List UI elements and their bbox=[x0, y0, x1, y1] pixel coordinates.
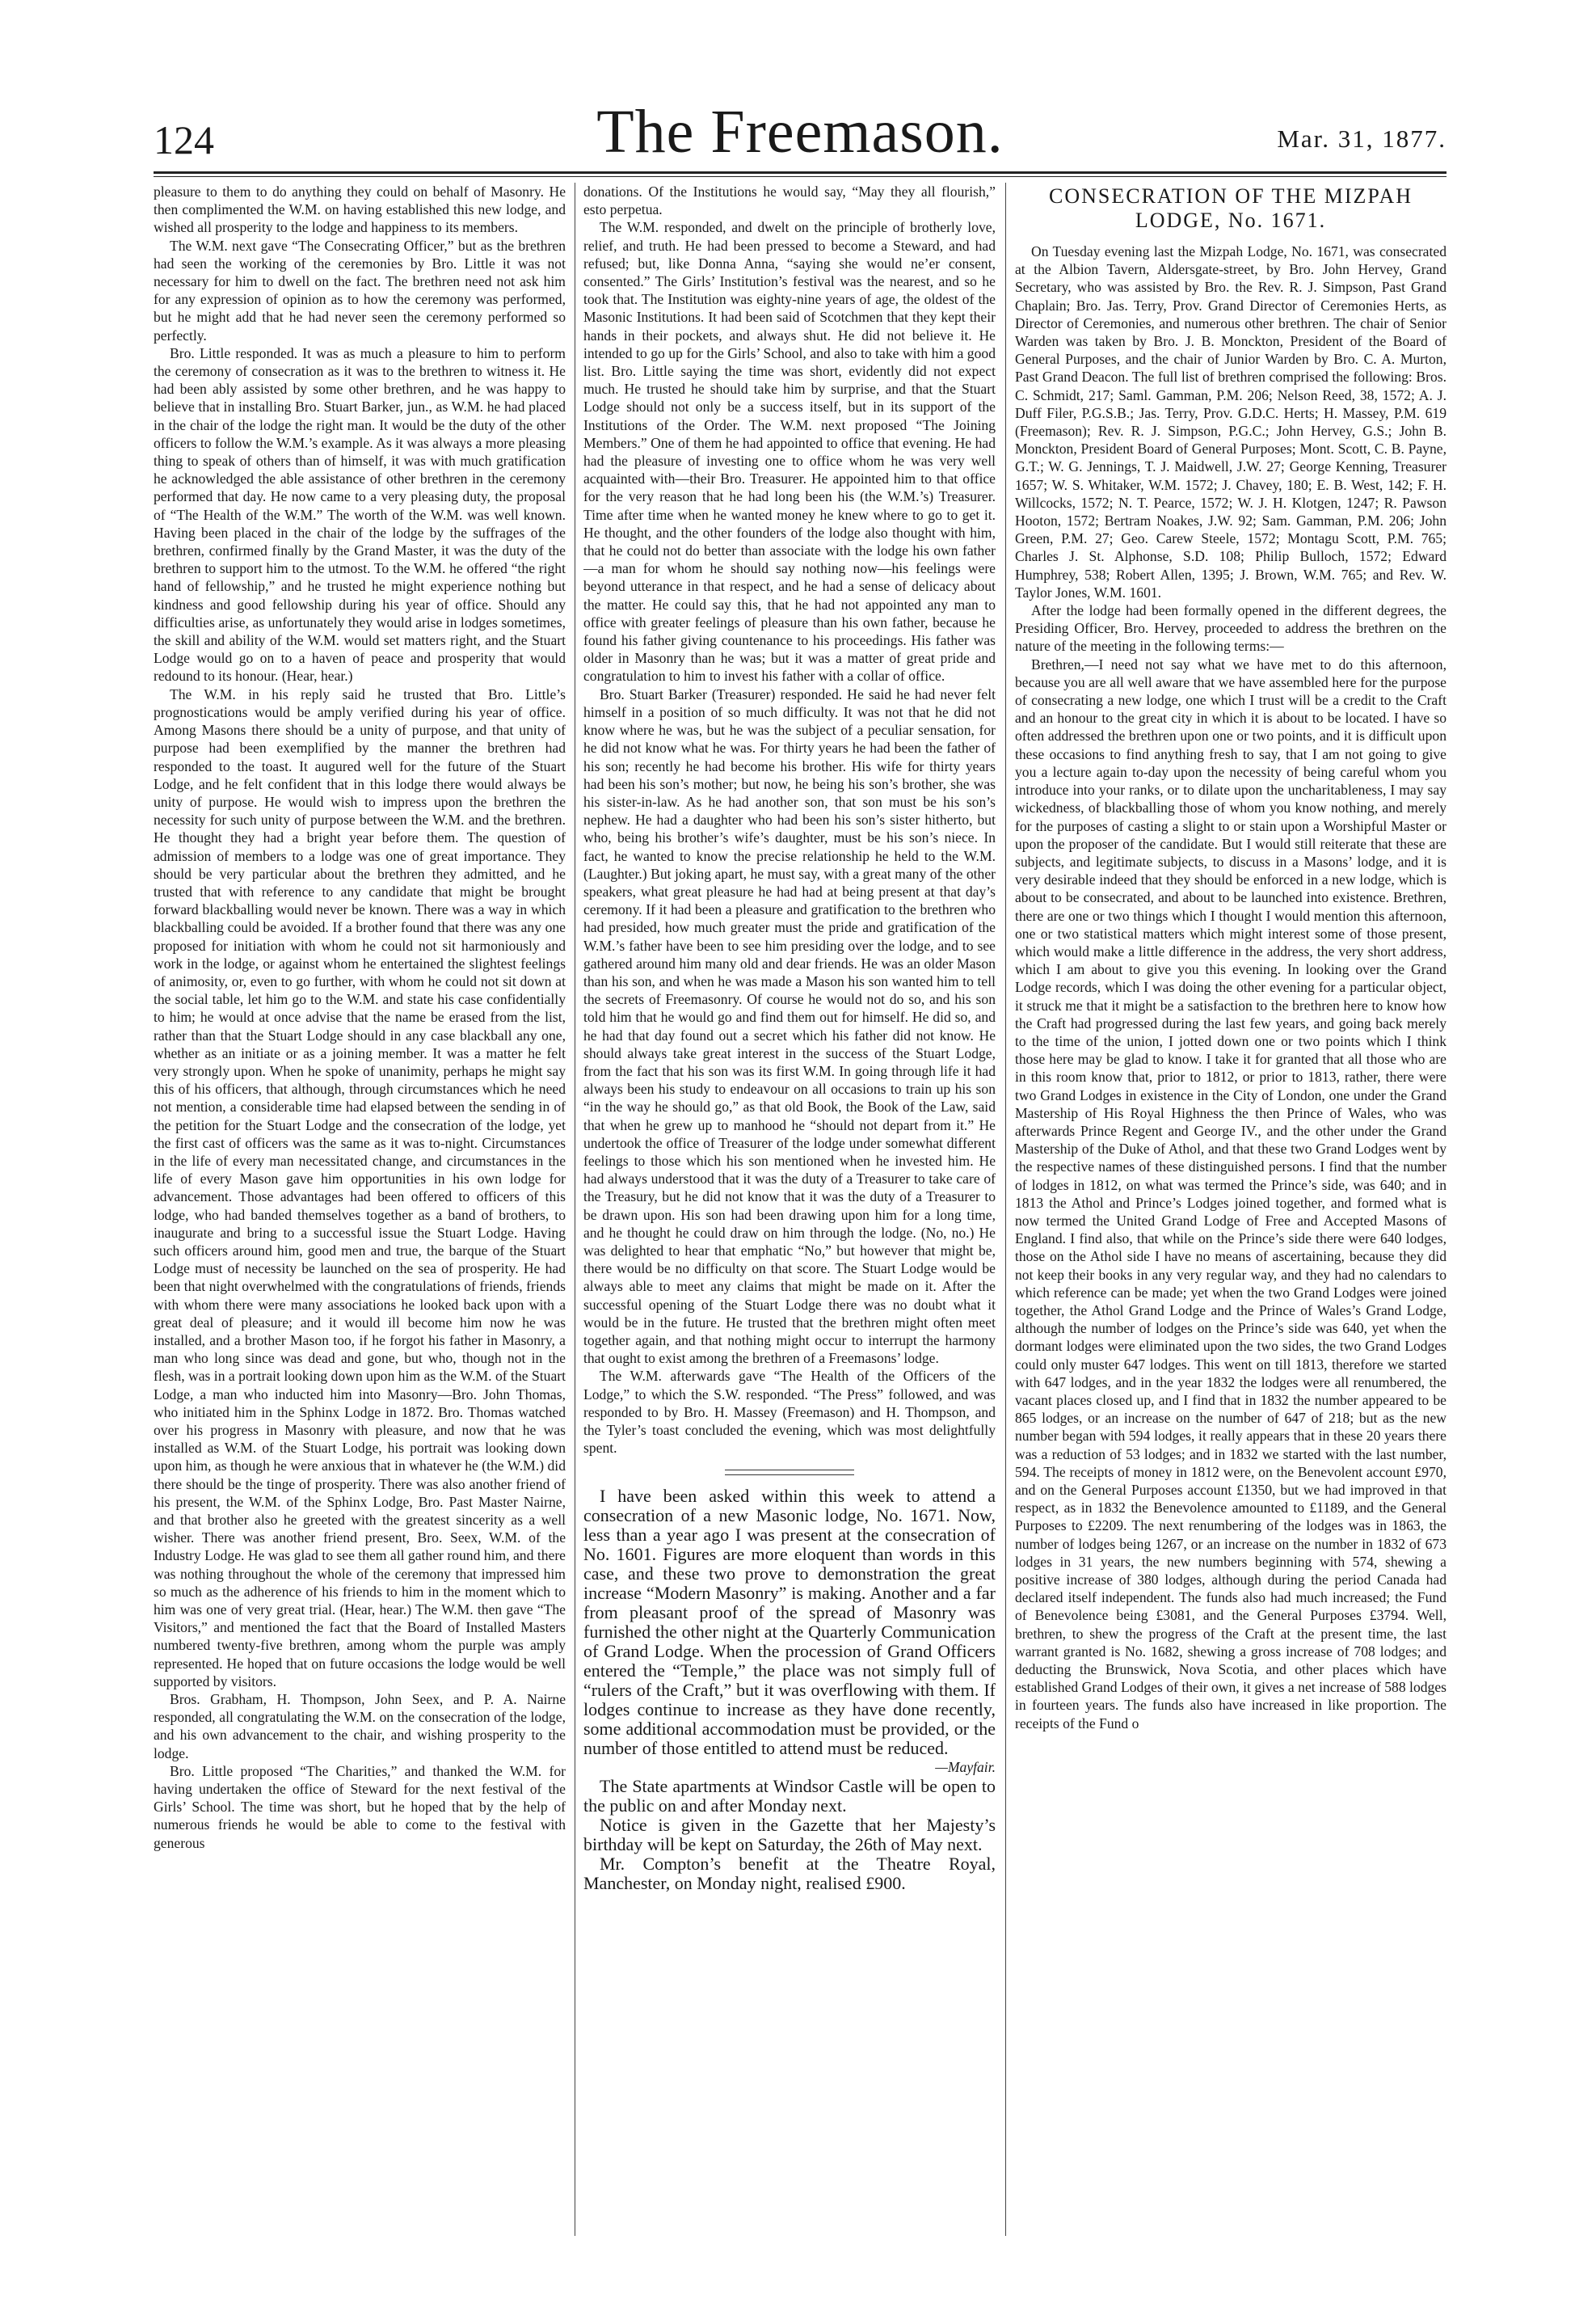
issue-date: Mar. 31, 1877. bbox=[1277, 124, 1447, 153]
column-divider bbox=[1005, 183, 1006, 2236]
paragraph: Bros. Grabham, H. Thompson, John Seex, and P. A. Nairne responded, all congratulating the W.M. on the consecration of the lodge, and his own advancement to the chair, and wishing prosperity to the lodge. bbox=[154, 1691, 566, 1761]
article-heading bbox=[1015, 184, 1447, 233]
note-paragraph: I have been asked within this week to attend a consecration of a new Masonic lodge, No. 1671. Now, less than a year ago I was present at the consecration of No. 1601. Figures are more eloquent than words in this case, and these two prove to demonstration the great increase “Modern Masonry” is making. Another and a far from pleasant proof of the spread of Masonry was furnished the other night at the Quarterly Communication of Grand Lodge. When the procession of Grand Officers entered the “Temple,” the place was not simply full of “rulers of the Craft,” but it was overflowing with them. If lodges continue to increase as they have done recently, some additional accommodation must be provided, or the number of those entitled to attend must be reduced. bbox=[583, 1486, 996, 1759]
masthead-rule-thin bbox=[154, 176, 1447, 177]
heading-line: LODGE, No. 1671. bbox=[1135, 209, 1327, 232]
paragraph: Bro. Little responded. It was as much a pleasure to him to perform the ceremony of consecration as it was to the brethren to witness it. He had been ably assisted by some other brethren, and he was happy to believe that in installing Bro. Stuart Barker, jun., as W.M. he had placed in the chair of the lodge the right man. It would be the duty of the other officers to follow the W.M.’s example. As it was always a more pleasing thing to speak of others than of himself, it was with much gratification he acknowledged the able assistance of other brethren in the ceremony performed that day. He now came to a very pleasing duty, the proposal of “The Health of the W.M.” The worth of the W.M. was well known. Having been placed in the chair of the lodge by the suffrages of the brethren, confirmed finally by the Grand Master, it was the duty of the brethren to support him to the utmost. To the W.M. he offered “the right hand of fellowship,” and he trusted he might experience nothing but kindness and good fellowship during his year of office. Should any difficulties arise, as unfortunately they would arise in lodges sometimes, the skill and ability of the W.M. would set matters right, and the Stuart Lodge would go on to a haven of peace and prosperity that would redound to its honour. (Hear, hear.) bbox=[154, 344, 566, 685]
section-divider bbox=[725, 1470, 854, 1475]
masthead-rule bbox=[154, 171, 1447, 174]
note-source: —Mayfair. bbox=[935, 1759, 996, 1776]
paragraph: Bro. Little proposed “The Charities,” and thanked the W.M. for having undertaken the office of Steward for the next festival of the Girls’ School. The time was short, but he hoped that by the help of numerous friends he would be able to come to the festival with generous bbox=[154, 1762, 566, 1851]
paragraph: Brethren,—I need not say what we have met to do this afternoon, because you are all well aware that we have assembled here for the purpose of consecrating a new lodge, one which I trust will be a credit to the Craft and an honour to the great city in which it is about to be located. I have so often addressed the brethren upon one or two points, and it is difficult upon these occasions to find anything fresh to say, that I am not going to give you a lecture again to-day upon the necessity of being careful whom you introduce into your ranks, or to dilate upon the uncharitableness, I may say wickedness, of blackballing those of whom you know nothing, and merely for the purposes of casting a slight to or stain upon a Worshipful Master or upon the proposer of the candidate. But I would still reiterate that these are subjects, and legitimate subjects, to discuss in a Masons’ lodge, and it is very desirable indeed that they should be enforced in a new lodge, which is about to be consecrated, and about to be launched into existence. Brethren, there are one or two things which I thought I would mention this afternoon, one or two statistical matters which might interest some of those present, which would make a little difference in the address, the very short address, which I am about to give you this evening. In looking over the Grand Lodge records, which I was doing the other evening for a particular object, it struck me that it might be a satisfaction to the brethren here to know how the Craft had progressed during the last few years, and going back merely to the time of the union, I jotted down one or two points which I think those here may be glad to know. I take it for granted that all those who are in this room know that, prior to 1812, or prior to 1813, rather, there were two Grand Lodges in existence in the City of London, one under the Grand Mastership of His Royal Highness the then Prince of Wales, who was afterwards Prince Regent and George IV., and the other under the Grand Mastership of the Duke of Athol, and that these two Grand Lodges went by the respective names of these distinguished persons. I find that the number of lodges in 1812, on what was termed the Prince’s side, was 640; and in 1813 the Athol and Prince’s Lodges joined together, and formed what is now termed the United Grand Lodge of Free and Accepted Masons of England. I find also, that while on the Prince’s side there were 640 lodges, those on the Athol side I have no means of ascertaining, because they did not keep their books in any very regular way, and they had no calendars to which reference can be made; yet when the two Grand Lodges were joined together, the Athol Grand Lodge and the Prince of Wales’s Grand Lodge, although the number of lodges on the Prince’s side was 640, yet when the dormant lodges were eliminated upon the two sides, the two Grand Lodges could only muster 647 lodges. This went on till 1813, therefore we started with 647 lodges, and in the year 1832 the lodges were all renumbered, the vacant places closed up, and I find that in 1832 the number appeared to be 865 lodges, or an increase on the number of 647 of 218; but as the new number began with 594 lodges, it really appears that in these 20 years there was a reduction of 53 lodges; and in 1832 we started with the last number, 594. The receipts of money in 1812 were, on the Benevolent account £970, and on the General Purposes account £1350, but we had improved in that respect, as in 1832 the Benevolence amounted to £1189, and the General Purposes to £2209. The next renumbering of the lodges was in 1863, the number of lodges being 1267, or an increase on the number in 1832 of 673 lodges in 31 years, the new numbers beginning with 574, shewing a positive increase of 380 lodges, although during the period Canada had declared itself independent. The funds also had much increased; the Fund of Benevolence being £3081, and the General Purposes £3794. Well, brethren, to shew the progress of the Craft at the present time, the last warrant granted is No. 1682, shewing a gross increase of 708 lodges; and deducting the Brunswick, Nova Scotia, and other places which have established Grand Lodges of their own, it gives a net increase of 588 lodges in fourteen years. The funds also have increased in like proportion. The receipts of the Fund o bbox=[1015, 656, 1447, 1731]
newspaper-title: The Freemason. bbox=[596, 98, 1004, 166]
paragraph: On Tuesday evening last the Mizpah Lodge, No. 1671, was consecrated at the Albion Tavern, Aldersgate-street, by Bro. John Hervey, Grand Secretary, who was assisted by Bro. the Rev. R. J. Simpson, Past Grand Chaplain; Bro. Jas. Terry, Prov. Grand Director of Ceremonies Herts, as Director of Ceremonies, and numerous other brethren. The chair of Senior Warden was taken by Bro. J. B. Monckton, President of the Board of General Purposes, and the chair of Junior Warden by Bro. C. A. Murton, Past Grand Deacon. The full list of brethren comprised the following: Bros. C. Schmidt, 217; Saml. Gamman, P.M. 206; Nelson Reed, 38, 1572; A. J. Duff Filer, P.G.S.B.; Jas. Terry, Prov. G.D.C. Herts; H. Massey, P.M. 619 (Freemason); Rev. R. J. Simpson, P.G.C.; John Hervey, G.S.; John B. Monckton, President Board of General Purposes; Mont. Scott, C. B. Payne, G.T.; W. G. Jennings, T. J. Maidwell, J.W. 27; George Kenning, Treasurer 1657; W. S. Whitaker, W.M. 1572; J. Chavey, 180; E. B. West, 142; F. H. Willcocks, 1572; N. T. Pearce, 1572; W. J. H. Klotgen, 1247; R. Pawson Hooton, 1572; Bertram Noakes, J.W. 92; Sam. Gamman, P.M. 206; John Green, P.M. 27; Geo. Carew Steele, 1572; Montagu Scott, P.M. 765; Charles J. St. Alphonse, S.D. 108; Philip Bulloch, 1572; Edward Humphrey, 538; Robert Allen, 1395; J. Brown, W.M. 765; and Rev. W. Taylor Jones, W.M. 1601. bbox=[1015, 243, 1447, 601]
paragraph: The W.M. afterwards gave “The Health of the Officers of the Lodge,” to which the S.W. responded. “The Press” followed, and was responded to by Bro. H. Massey (Freemason) and H. Thompson, and the Tyler’s toast concluded the evening, which was most delightfully spent. bbox=[583, 1368, 996, 1457]
paragraph: donations. Of the Institutions he would say, “May they all flourish,” esto perpetua. bbox=[583, 183, 996, 218]
note-paragraph: Notice is given in the Gazette that her Majesty’s birthday will be kept on Saturday, the 26th of May next. bbox=[583, 1814, 996, 1854]
column-2 bbox=[583, 183, 996, 2244]
paragraph: After the lodge had been formally opened in the different degrees, the Presiding Officer, Bro. Hervey, proceeded to address the brethren on the nature of the meeting in the following terms:— bbox=[1015, 602, 1447, 655]
heading-line: CONSECRATION OF THE MIZPAH bbox=[1049, 184, 1413, 208]
paragraph: The W.M. in his reply said he trusted that Bro. Little’s prognostications would be amply verified during his year of office. Among Masons there should be a unity of purpose, and that unity of purpose had been exemplified by the manner the brethren had responded to the toast. It augured well for the future of the Stuart Lodge, and he felt confident that in this lodge there would always be unity of purpose. He would wish to impress upon the brethren the necessity for such unity of purpose between the W.M. and the brethren. He thought they had a bright year before them. The question of admission of members to a lodge was one of great importance. They should be very particular about the brethren they admitted, and he trusted that with reference to any candidate that might be brought forward blackballing would never be known. There was a way in which blackballing could be avoided. If a brother found that there was any one proposed for initiation with whom he could not sit harmoniously and work in the lodge, or against whom he entertained the slightest feelings of animosity, or, even to go further, with whom he could not sit down at the social table, let him go to the W.M. and state his case confidentially to him; he would at once advise that the name be erased from the list, rather than that the Stuart Lodge should in any case blackball any one, whether as an initiate or as a joining member. It was a matter he felt very strongly upon. When he spoke of unanimity, perhaps he might say this of his officers, that although, through circumstances which he need not mention, a considerable time had elapsed between the sending in of the petition for the Stuart Lodge and the consecration of the lodge, yet the first cast of officers was the same as it was to-night. Circumstances in the life of every man necessitated change, and circumstances in the life of every Mason gave him opportunities in his own lodge for advancement. Those advantages had been offered to officers of this lodge, who had banded themselves together as a band of brothers, to inaugurate and bring to a successful issue the Stuart Lodge. Having such officers around him, good men and true, the barque of the Stuart Lodge must of necessity be launched on the sea of prosperity. He had been that night overwhelmed with the congratulations of friends, friends with whom there were many associations he looked back upon with a great deal of pleasure; and it would ill become him now he was installed, and a brother Mason too, if he forgot his father in Masonry, a man who long since was dead and gone, but who, though not in the flesh, was in a portrait looking down upon him as the W.M. of the Stuart Lodge, a man who inducted him into Masonry—Bro. John Thomas, who initiated him in the Sphinx Lodge in 1872. Bro. Thomas watched over his progress in Masonry with pleasure, and now that he was installed as W.M. of the Stuart Lodge, his portrait was looking down upon him, as though he were anxious that in whatever he (the W.M.) did there should be the tinge of prosperity. There was also another friend of his present, the W.M. of the Sphinx Lodge, Bro. Past Master Nairne, and that brother also he greeted with the greatest sincerity as a well wisher. There was another friend present, Bro. Seex, W.M. of the Industry Lodge. He was glad to see them all gather round him, and there was nothing throughout the whole of the ceremony that impressed him so much as the adherence of his friends to him in the moment which to him was one of very great trial. (Hear, hear.) The W.M. then gave “The Visitors,” and mentioned the fact that the Board of Installed Masters numbered twenty-five brethren, among whom the purple was amply represented. He hoped that on future occasions the lodge would be well supported by visitors. bbox=[154, 685, 566, 1689]
paragraph: Bro. Stuart Barker (Treasurer) responded. He said he had never felt himself in a position of so much difficulty. It was not that he did not know where he was, but he was the subject of a peculiar sensation, for he did not know what he was. For thirty years he had been the father of his son; recently he had become his brother. His wife for thirty years had been his son’s mother; but now, he being his son’s brother, she was his sister-in-law. As he had another son, that son must be his son’s nephew. He had a daughter who had been his son’s sister hitherto, but who, being his brother’s wife’s daughter, must be his son’s niece. In fact, he wanted to know the precise relationship he held to the W.M. (Laughter.) But joking apart, he must say, with a great many of the other speakers, what great pleasure he had had at being present at that day’s ceremony. If it had been a pleasure and gratification to the brethren who had presided, how much greater must the pride and gratification of the W.M.’s father have been to see him presiding over the lodge, and to see gathered around him many old and dear friends. He was an older Mason than his son, and when he was made a Mason his son wanted him to tell the secrets of Freemasonry. Of course he would not do so, and his son told him that he would go and find them out for himself. He did so, and he had that day found out a secret which his father did not know. He should always take great interest in the success of the Stuart Lodge, from the fact that his son was its first W.M. In going through life it had always been his study to endeavour on all occasions to train up his son “in the way he should go,” as that old Book, the Book of the Law, said that when he grew up to manhood he “should not depart from it.” He undertook the office of Treasurer of the lodge under somewhat different feelings to those which his son mentioned when he invested him. He had always understood that it was the duty of a Treasurer to take care of the Treasury, but he did not know that it was the duty of a Treasurer to be drawn upon. His son had been drawing upon him for a long time, and he thought he could draw on him through the lodge. (No, no.) He was delighted to hear that emphatic “No,” but however that might be, there would be no difficulty on that score. The Stuart Lodge would be always able to meet any claims that might be made on it. After the successful opening of the Stuart Lodge there was no doubt what it would be in the future. He trusted that the brethren might often meet together again, and that nothing might occur to interrupt the harmony that ought to exist among the brethren of a Freemasons’ lodge. bbox=[583, 685, 996, 1367]
masthead bbox=[154, 97, 1447, 170]
paragraph: pleasure to them to do anything they could on behalf of Masonry. He then complimented the W.M. on having established this new lodge, and wished all prosperity to the lodge and happiness to its members. bbox=[154, 183, 566, 236]
note-paragraph: The State apartments at Windsor Castle will be open to the public on and after Monday next. bbox=[583, 1775, 996, 1816]
paragraph: The W.M. responded, and dwelt on the principle of brotherly love, relief, and truth. He had been pressed to become a Steward, and had refused; but, like Donna Anna, “saying she would ne’er consent, consented.” The Girls’ Institution’s festival was the nearest, and so he took that. The Institution was eighty-nine years of age, the oldest of the Masonic Institutions. It had been said of Scotchmen that they kept their hands in their pockets, and always shut. He did not believe it. He intended to go up for the Girls’ School, and also to take with him a good list. Bro. Little saying the time was short, evidently did not expect much. He trusted he should take him by surprise, and that the Stuart Lodge should not only be a success itself, but in its support of the Institutions of the Order. The W.M. next proposed “The Joining Members.” One of them he had appointed to office that evening. He had had the pleasure of investing one to office whom he was very well acquainted with—their Bro. Treasurer. He appointed him to that office for the very reason that he had long been his (the W.M.’s) Treasurer. Time after time when he wanted money he knew where to go to get it. He thought, and the other founders of the lodge also thought with him, that he could not do better than associate with the lodge his own father—a man for whom he should say nothing now—his feelings were beyond utterance in that respect, and he had a sense of delicacy about the matter. He could say this, that he had not appointed any man to office with greater feelings of pleasure than his own father, because he found his father giving countenance to his proceedings. His father was older in Masonry than he was; but it was a matter of great pride and congratulation to him to invest his father with a collar of office. bbox=[583, 219, 996, 685]
column-1 bbox=[154, 183, 566, 2244]
paragraph: The W.M. next gave “The Consecrating Officer,” but as the brethren had seen the working of the ceremonies by Bro. Little it was not necessary for him to dwell on the fact. The brethren need not ask him for any expression of opinion as to how the ceremony was performed, but he might add that he had never seen the ceremony performed so perfectly. bbox=[154, 237, 566, 344]
column-3 bbox=[1015, 183, 1447, 2244]
page-number: 124 bbox=[154, 117, 214, 162]
note-paragraph: Mr. Compton’s benefit at the Theatre Royal, Manchester, on Monday night, realised £900. bbox=[583, 1853, 996, 1893]
